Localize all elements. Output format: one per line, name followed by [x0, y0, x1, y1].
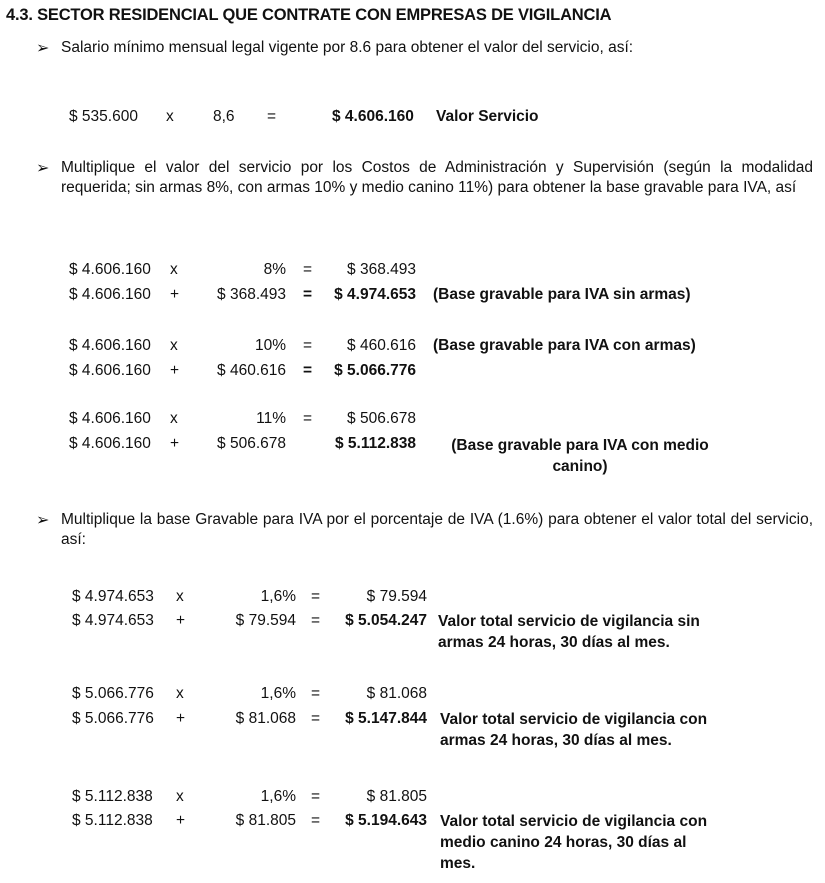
calc-operator: x	[170, 261, 178, 278]
calc-result: $ 5.054.247	[345, 612, 427, 629]
calc-operand-a: $ 5.112.838	[72, 788, 153, 805]
calc-operand-b: $ 79.594	[235, 612, 296, 629]
calc-row	[0, 286, 825, 306]
calc-result: $ 5.066.776	[334, 362, 416, 379]
calc-note	[440, 709, 707, 751]
calc-operand-a: $ 4.974.653	[72, 612, 154, 629]
calc-result: $ 4.974.653	[334, 286, 416, 303]
calc-equals: =	[311, 588, 321, 605]
calc-result: $ 79.594	[366, 588, 427, 605]
calc-operator: x	[170, 410, 178, 427]
calc-result: $ 5.112.838	[334, 435, 416, 452]
calc-row	[0, 685, 825, 705]
calc-equals: =	[311, 710, 321, 727]
calc-result: $ 5.147.844	[345, 710, 427, 727]
calc-row	[0, 788, 825, 808]
calc-result: $ 4.606.160	[332, 108, 414, 125]
calc-note-line: armas 24 horas, 30 días al mes.	[438, 634, 670, 651]
calc-row	[0, 337, 825, 357]
bullet-arrow-icon: ➢	[36, 512, 50, 529]
calc-note-line: Valor total servicio de vigilancia sin	[438, 613, 700, 630]
calc-operator: +	[176, 812, 186, 829]
calc-equals: =	[303, 410, 313, 427]
calc-operand-b: $ 460.616	[217, 362, 286, 379]
calc-note-line: armas 24 horas, 30 días al mes.	[440, 732, 672, 749]
calc-operator: x	[176, 588, 184, 605]
calc-note-line: canino)	[552, 458, 608, 475]
section2-text: Multiplique el valor del servicio por los Costos de Administración y Supervisión (según la modalidad requerida; sin armas 8%, con armas 10% y medio canino 11%) para obtener la base gravable para IVA, así	[61, 159, 813, 196]
calc-operand-a: $ 4.606.160	[69, 261, 151, 278]
calc-note-line: (Base gravable para IVA con medio	[451, 437, 709, 454]
calc-operand-b: 1,6%	[260, 685, 296, 702]
calc-operand-a: $ 4.606.160	[69, 435, 151, 452]
calc-label: Valor Servicio	[436, 108, 539, 125]
calc-operand-b: 1,6%	[260, 788, 296, 805]
calc-operator: +	[176, 612, 186, 629]
calc-equals: =	[311, 612, 321, 629]
calc-operand-a: $ 5.112.838	[72, 812, 153, 829]
calc-operator: +	[170, 435, 180, 452]
calc-operator: +	[170, 286, 180, 303]
calc-equals: =	[303, 286, 313, 303]
calc-operand-b: $ 81.068	[235, 710, 296, 727]
bullet-arrow-icon: ➢	[36, 40, 50, 57]
calc-operator: +	[170, 362, 180, 379]
calc-equals: =	[311, 685, 321, 702]
calc-operand-b: 1,6%	[260, 588, 296, 605]
calc-equals: =	[303, 362, 313, 379]
section1-calc-row	[0, 108, 825, 128]
calc-note	[440, 811, 707, 874]
calc-note	[438, 611, 700, 653]
calc-note-line: Valor total servicio de vigilancia con	[440, 813, 708, 830]
bullet-arrow-icon: ➢	[36, 160, 50, 177]
calc-row	[0, 362, 825, 382]
calc-result: $ 5.194.643	[345, 812, 427, 829]
calc-result: $ 368.493	[347, 261, 416, 278]
calc-row	[0, 261, 825, 281]
calc-operand-a: $ 5.066.776	[72, 710, 154, 727]
calc-equals: =	[303, 261, 313, 278]
calc-operand-b: 8,6	[213, 108, 235, 125]
calc-operand-b: 11%	[256, 410, 286, 427]
calc-operand-b: 10%	[254, 337, 286, 354]
calc-operand-a: $ 535.600	[69, 108, 138, 125]
section1-text: Salario mínimo mensual legal vigente por 8.6 para obtener el valor del servicio, así:	[61, 39, 634, 56]
calc-row	[0, 588, 825, 608]
calc-note: (Base gravable para IVA con armas)	[433, 337, 696, 354]
calc-operator: x	[176, 788, 184, 805]
calc-operator: x	[166, 108, 174, 125]
calc-operand-b: $ 506.678	[217, 435, 286, 452]
calc-operand-a: $ 4.606.160	[69, 337, 151, 354]
calc-equals: =	[303, 337, 313, 354]
calc-note: (Base gravable para IVA sin armas)	[433, 286, 691, 303]
calc-note-line: mes.	[440, 855, 476, 872]
calc-operand-a: $ 5.066.776	[72, 685, 154, 702]
calc-operator: x	[170, 337, 178, 354]
calc-equals: =	[267, 108, 277, 125]
calc-result: $ 81.068	[366, 685, 427, 702]
calc-row	[0, 612, 825, 632]
calc-operand-a: $ 4.974.653	[72, 588, 154, 605]
calc-equals: =	[311, 812, 321, 829]
calc-equals: =	[311, 788, 321, 805]
calc-row	[0, 410, 825, 430]
calc-operator: x	[176, 685, 184, 702]
calc-operator: +	[176, 710, 186, 727]
calc-operand-b: $ 368.493	[217, 286, 286, 303]
section-title: 4.3. SECTOR RESIDENCIAL QUE CONTRATE CON EMPRESAS DE VIGILANCIA	[6, 6, 612, 24]
calc-result: $ 506.678	[347, 410, 416, 427]
section3-text: Multiplique la base Gravable para IVA por el porcentaje de IVA (1.6%) para obtener el valor total del servicio, así:	[61, 511, 813, 548]
calc-operand-a: $ 4.606.160	[69, 286, 151, 303]
calc-result: $ 460.616	[347, 337, 416, 354]
calc-note	[440, 435, 720, 477]
calc-note-line: Valor total servicio de vigilancia con	[440, 711, 708, 728]
calc-note-line: medio canino 24 horas, 30 días al	[440, 834, 687, 851]
calc-operand-b: $ 81.805	[235, 812, 296, 829]
calc-operand-a: $ 4.606.160	[69, 410, 151, 427]
calc-operand-a: $ 4.606.160	[69, 362, 151, 379]
calc-operand-b: 8%	[263, 261, 286, 278]
calc-result: $ 81.805	[366, 788, 427, 805]
